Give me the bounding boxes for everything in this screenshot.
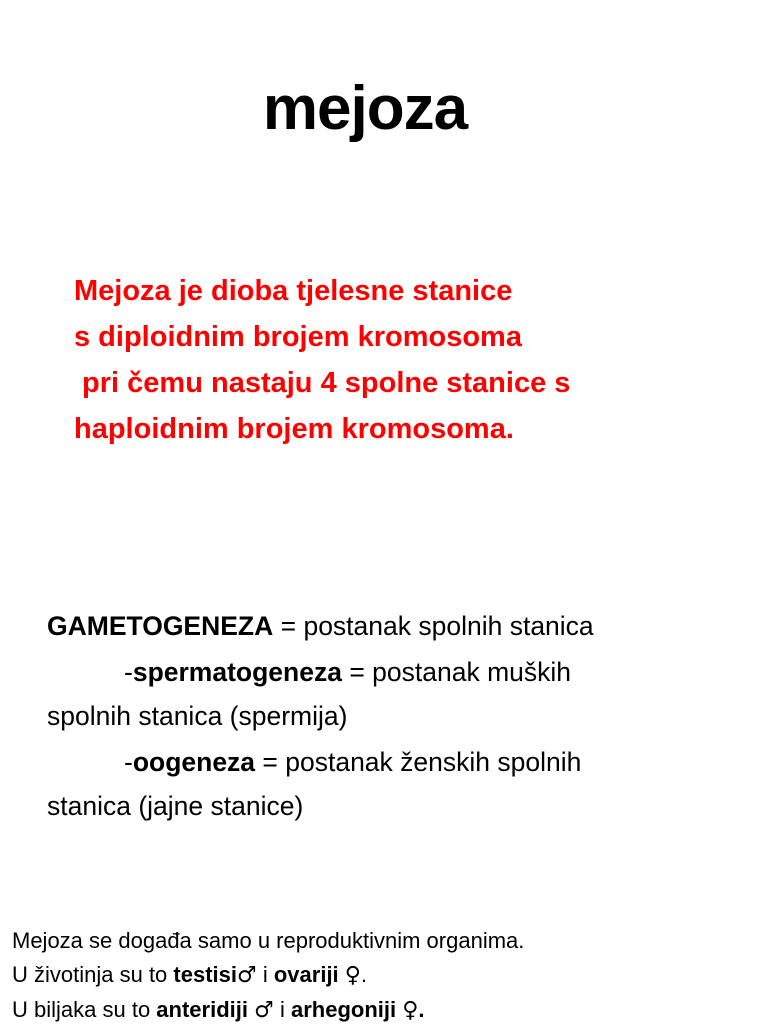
footer-line: Mejoza se događa samo u reproduktivnim organima. (12, 928, 525, 953)
plants-end: . (418, 997, 425, 1022)
spermatogenesis-line-continued: spolnih stanica (spermija) (47, 701, 348, 731)
gametogenesis-section (47, 604, 727, 828)
gametogenesis-line (47, 604, 727, 648)
gametogenesis-term: GAMETOGENEZA (47, 611, 274, 641)
oogenesis-term: oogeneza (132, 747, 256, 777)
male-symbol-icon: ♂ (254, 998, 274, 1023)
spermatogenesis-dash: - (124, 657, 133, 687)
gametogenesis-definition: = postanak spolnih stanica (273, 611, 594, 641)
reproductive-organs-note (12, 924, 752, 1028)
definition-line: pri čemu nastaju 4 spolne stanice s (74, 367, 571, 399)
ovaries-term: ovariji (273, 962, 339, 987)
female-symbol-icon: ♀ (344, 963, 361, 988)
oogenesis-line-continued: stanica (jajne stanice) (47, 791, 304, 821)
male-symbol-icon: ♂ (237, 963, 257, 988)
animals-prefix: U životinja su to (12, 962, 174, 987)
archegonia-term: arhegoniji (290, 997, 397, 1022)
oogenesis-definition: = postanak ženskih spolnih (255, 747, 582, 777)
oogenesis-line (47, 740, 727, 784)
footer-line-plants (12, 993, 752, 1028)
animals-connector: i (256, 962, 274, 987)
spermatogenesis-term: spermatogeneza (132, 657, 342, 687)
meiosis-definition (74, 268, 734, 452)
animals-end: . (360, 962, 368, 987)
spermatogenesis-line (47, 650, 727, 694)
definition-line: s diploidnim brojem kromosoma (74, 321, 522, 353)
female-symbol-icon: ♀ (402, 998, 419, 1023)
definition-line: Mejoza je dioba tjelesne stanice (74, 275, 513, 307)
oogenesis-dash: - (124, 747, 133, 777)
footer-line-animals (12, 958, 752, 993)
page-title: mejoza (262, 74, 468, 143)
antheridia-term: anteridiji (156, 997, 248, 1022)
plants-connector: i (273, 997, 291, 1022)
testes-term: testisi (173, 962, 237, 987)
spermatogenesis-definition: = postanak muških (341, 657, 572, 687)
plants-prefix: U biljaka su to (12, 997, 157, 1022)
definition-line: haploidnim brojem kromosoma. (74, 413, 514, 445)
